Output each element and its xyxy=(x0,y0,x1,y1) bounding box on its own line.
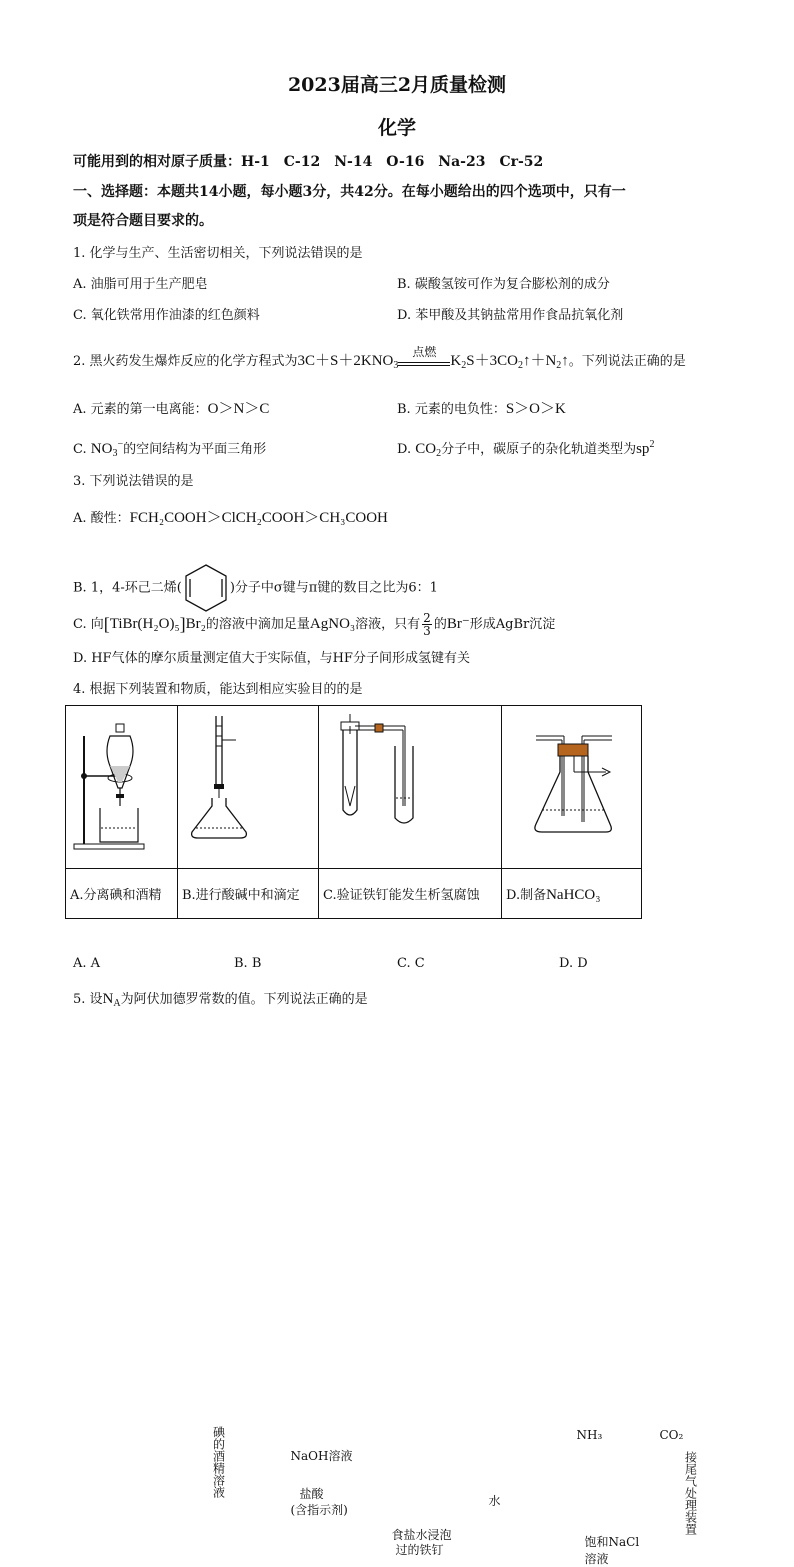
q2-stem: 2. 黑火药发生爆炸反应的化学方程式为$3C+S+2KNO_3$ 点燃 $K_2S+3CO_2↑+N_2↑$。下列说法正确的是 xyxy=(73,344,686,371)
q4-option-b: B. B xyxy=(234,956,262,971)
q1-option-c: C. 氧化铁常用作油漆的红色颜料 xyxy=(73,308,260,323)
label-iodine-alcohol: 碘的酒精溶液 xyxy=(211,1425,226,1498)
q4-option-c: C. C xyxy=(397,956,425,971)
q5-stem: 5. 设$N_A$为阿伏加德罗常数的值。下列说法正确的是 xyxy=(73,991,368,1009)
section1-line1: 一、选择题：本题共14小题，每小题3分，共42分。在每小题给出的四个选项中，只有一 xyxy=(73,184,626,200)
q3-option-a: A. 酸性：FCH₂COOH＞ClCH₂COOH＞CH₃COOH xyxy=(73,510,388,526)
caption-a: A.分离碘和酒精 xyxy=(66,869,178,919)
nahco3-diagram xyxy=(502,706,641,864)
q2-option-d: D. $CO_2$分子中，碳原子的杂化轨道类型为$sp^2$ xyxy=(397,439,655,459)
q3-stem: 3. 下列说法错误的是 xyxy=(73,474,194,489)
label-tail-gas: 接尾气处理装置 xyxy=(683,1450,698,1535)
label-nacl-solution: 饱和NaCl溶液 xyxy=(584,1534,640,1566)
section1-line2: 项是符合题目要求的。 xyxy=(73,213,213,229)
q2-option-b: B. 元素的电负性：S＞O＞K xyxy=(397,401,566,417)
label-salt-water: 食盐水浸泡 xyxy=(391,1527,452,1542)
q1-option-b: B. 碳酸氢铵可作为复合膨松剂的成分 xyxy=(397,277,610,292)
q1-stem: 1. 化学与生产、生活密切相关，下列说法错误的是 xyxy=(73,246,363,261)
q2-option-a: A. 元素的第一电离能：O＞N＞C xyxy=(73,401,270,417)
label-hcl: 盐酸 xyxy=(299,1486,324,1501)
q3-option-b: B. 1，4-环己二烯( )分子中σ键与π键的数目之比为6：1 xyxy=(73,562,438,614)
q3-option-d: D. HF气体的摩尔质量测定值大于实际值，与HF分子间形成氢键有关 xyxy=(73,651,470,666)
q1-option-a: A. 油脂可用于生产肥皂 xyxy=(73,277,208,292)
corrosion-diagram xyxy=(319,706,501,864)
caption-b: B.进行酸碱中和滴定 xyxy=(178,869,319,919)
separatory-funnel-diagram xyxy=(66,706,177,864)
exam-title: 2023届高三2月质量检测 xyxy=(287,74,507,96)
q3-option-c: C. 向[TiBr(H₂O)₅]Br₂的溶液中滴加足量AgNO₃溶液，只有 $\frac{2}{3}$ 的Br⁻形成AgBr沉淀 xyxy=(73,611,556,638)
q4-option-d: D. D xyxy=(559,956,588,971)
subject-title: 化学 xyxy=(377,117,416,139)
label-naoh: NaOH溶液 xyxy=(290,1448,353,1463)
q2-lhs: $3C+S+2KNO_3$ xyxy=(297,353,399,371)
caption-d: D.制备NaHCO₃ xyxy=(502,869,642,919)
q4-stem: 4. 根据下列装置和物质，能达到相应实验目的的是 xyxy=(73,682,363,697)
caption-c: C.验证铁钉能发生析氢腐蚀 xyxy=(319,869,502,919)
label-indicator: (含指示剂) xyxy=(290,1502,348,1517)
reaction-arrow: 点燃 xyxy=(398,353,450,371)
cyclohexadiene-structure xyxy=(182,562,230,614)
q2-option-c: C. $NO_3^-$的空间结构为平面三角形 xyxy=(73,439,267,459)
q1-option-d: D. 苯甲酸及其钠盐常用作食品抗氧化剂 xyxy=(397,308,624,323)
label-nh3: NH₃ xyxy=(576,1427,603,1442)
q2-rhs: $K_2S+3CO_2↑+N_2↑$ xyxy=(450,353,569,371)
atomic-masses: 可能用到的相对原子质量：H-1 C-12 N-14 O-16 Na-23 Cr-52 xyxy=(73,154,544,170)
titration-diagram xyxy=(178,706,318,864)
label-water: 水 xyxy=(488,1493,501,1508)
q4-option-a: A. A xyxy=(73,956,101,971)
fraction-two-thirds: $\frac{2}{3}$ xyxy=(423,611,431,638)
label-iron-nail: 过的铁钉 xyxy=(395,1542,444,1557)
label-co2: CO₂ xyxy=(659,1427,684,1442)
